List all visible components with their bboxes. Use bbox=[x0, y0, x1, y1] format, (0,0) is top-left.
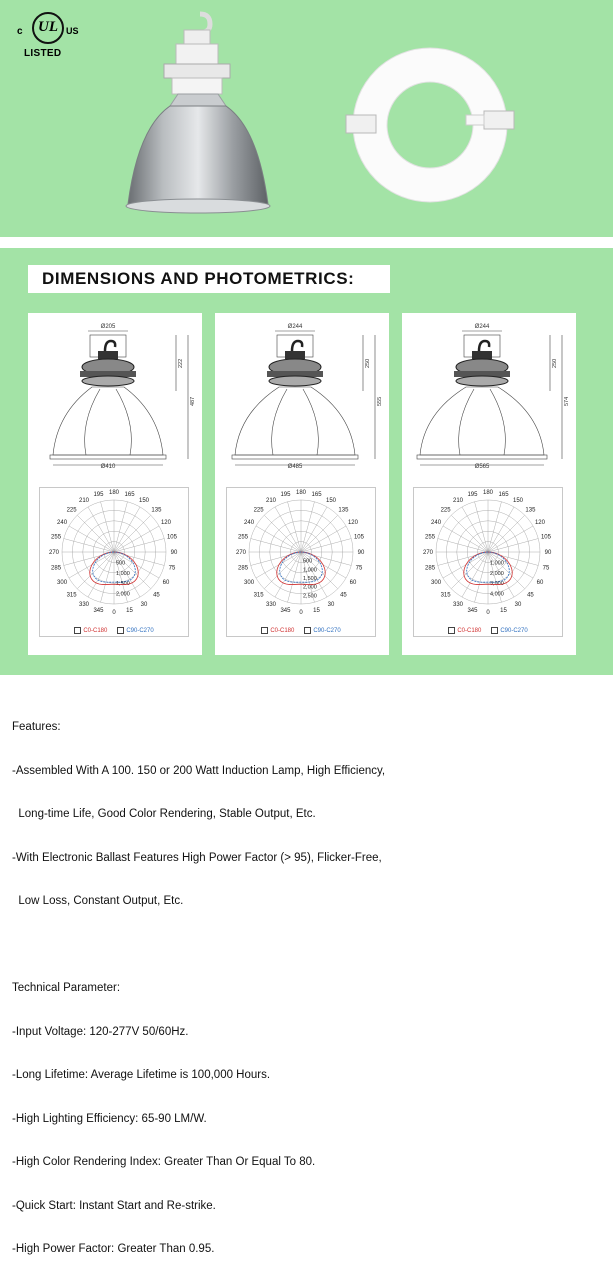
polar-angle-label: 120 bbox=[160, 520, 171, 526]
polar-angle-label: 345 bbox=[93, 607, 104, 614]
polar-spoke bbox=[288, 502, 301, 552]
polar-spoke bbox=[301, 526, 346, 552]
feature-line: Long-time Life, Good Color Rendering, Stable Output, Etc. bbox=[12, 808, 316, 820]
socket-block bbox=[472, 351, 492, 359]
polar-angle-label: 150 bbox=[325, 498, 337, 505]
polar-angle-label: 0 bbox=[299, 610, 303, 616]
polar-angle-label: 225 bbox=[66, 507, 77, 514]
polar-spoke bbox=[77, 515, 114, 552]
polar-angle-label: 165 bbox=[498, 492, 509, 499]
polar-angle-label: 240 bbox=[431, 520, 442, 526]
polar-spoke bbox=[475, 552, 488, 602]
polar-angle-label: 45 bbox=[340, 592, 347, 599]
chart-legend-3 bbox=[414, 627, 562, 634]
legend-check-icon bbox=[74, 627, 81, 634]
polar-angle-label: 330 bbox=[265, 601, 277, 608]
polar-angle-label: 195 bbox=[93, 492, 104, 499]
polar-angle-label: 345 bbox=[467, 607, 478, 614]
polar-spoke bbox=[451, 515, 488, 552]
polar-spoke bbox=[301, 515, 338, 552]
polar-angle-label: 15 bbox=[500, 607, 507, 614]
polar-radial-label: 1,000 bbox=[303, 567, 317, 574]
polar-radial-label: 2,000 bbox=[303, 584, 317, 591]
lamp-ring-bottom bbox=[456, 376, 508, 386]
lamp-height-label: 250 bbox=[365, 358, 371, 368]
polar-spoke bbox=[488, 539, 538, 552]
feature-line: -With Electronic Ballast Features High Power Factor (> 95), Flicker-Free, bbox=[12, 851, 382, 864]
lamp-height-label: 250 bbox=[552, 358, 558, 368]
polar-angle-label: 210 bbox=[265, 498, 277, 505]
polar-angle-label: 60 bbox=[162, 580, 170, 586]
technical-line: -Long Lifetime: Average Lifetime is 100,000 Hours. bbox=[12, 1069, 271, 1081]
ul-listed-text: LISTED bbox=[24, 48, 62, 59]
polar-angle-label: 225 bbox=[253, 507, 264, 514]
polar-spoke bbox=[114, 539, 164, 552]
polar-angle-label: 135 bbox=[338, 507, 349, 514]
polar-angle-label: 75 bbox=[168, 565, 176, 572]
polar-angle-label: 300 bbox=[431, 580, 442, 586]
polar-spoke bbox=[488, 502, 501, 552]
reflector-shading-line bbox=[490, 389, 505, 455]
bottom-diameter-label: Ø410 bbox=[100, 464, 116, 470]
polar-spoke bbox=[88, 552, 114, 597]
polar-spoke bbox=[64, 552, 114, 565]
polar-angle-label: 45 bbox=[527, 592, 534, 599]
features-text-block bbox=[12, 691, 385, 1271]
polar-angle-label: 285 bbox=[425, 565, 436, 572]
polar-angle-label: 180 bbox=[295, 490, 307, 496]
polar-spoke bbox=[288, 552, 301, 602]
variant-card-2 bbox=[215, 313, 389, 655]
polar-spoke bbox=[438, 552, 488, 565]
polar-spoke bbox=[438, 539, 488, 552]
polar-spoke bbox=[251, 539, 301, 552]
ul-us-mark: US bbox=[66, 26, 79, 36]
polar-angle-label: 90 bbox=[544, 550, 552, 556]
polar-angle-label: 45 bbox=[153, 592, 160, 599]
polar-spoke bbox=[114, 502, 127, 552]
bottom-diameter-label: Ø565 bbox=[474, 464, 490, 470]
polar-diagram-3 bbox=[414, 488, 562, 626]
technical-line: -Input Voltage: 120-277V 50/60Hz. bbox=[12, 1025, 189, 1038]
polar-angle-label: 330 bbox=[78, 601, 90, 608]
polar-spoke bbox=[101, 502, 114, 552]
reflector-outline bbox=[420, 387, 544, 455]
polar-radial-label: 500 bbox=[303, 558, 313, 565]
polar-spoke bbox=[488, 507, 514, 552]
legend-check-icon bbox=[448, 627, 455, 634]
reflector-rim bbox=[232, 455, 358, 459]
lamp-ring-bottom bbox=[269, 376, 321, 386]
reflector-outline bbox=[235, 387, 355, 455]
feature-line: Low Loss, Constant Output, Etc. bbox=[12, 895, 184, 907]
legend-check-icon bbox=[491, 627, 498, 634]
polar-radial-label: 1,500 bbox=[303, 576, 317, 582]
polar-angle-label: 180 bbox=[108, 490, 120, 496]
polar-angle-label: 105 bbox=[166, 534, 177, 541]
polar-angle-label: 315 bbox=[253, 592, 264, 599]
reflector-outline bbox=[53, 387, 163, 455]
polar-spoke bbox=[488, 515, 525, 552]
polar-radial-label: 4,000 bbox=[490, 591, 504, 598]
polar-diagram-1 bbox=[40, 488, 188, 626]
dimension-drawing-3 bbox=[402, 313, 576, 473]
reflector-shading-line bbox=[303, 389, 318, 455]
polar-angle-label: 300 bbox=[57, 580, 68, 586]
chart-legend-1 bbox=[40, 627, 188, 634]
reflector-shading-line bbox=[116, 389, 131, 455]
variant-card-1 bbox=[28, 313, 202, 655]
polar-angle-label: 135 bbox=[525, 507, 536, 514]
polar-angle-label: 210 bbox=[452, 498, 464, 505]
polar-spoke bbox=[275, 552, 301, 597]
polar-angle-label: 285 bbox=[238, 565, 249, 572]
feature-line: -Assembled With A 100. 150 or 200 Watt Induction Lamp, High Efficiency, bbox=[12, 764, 386, 777]
polar-spoke bbox=[264, 552, 301, 589]
polar-angle-label: 240 bbox=[244, 520, 255, 526]
polar-angle-label: 90 bbox=[357, 550, 365, 556]
polar-angle-label: 90 bbox=[170, 550, 178, 556]
polar-spoke bbox=[114, 507, 140, 552]
polar-angle-label: 60 bbox=[536, 580, 544, 586]
polar-angle-label: 75 bbox=[355, 565, 363, 572]
polar-angle-label: 255 bbox=[238, 534, 249, 541]
polar-angle-label: 315 bbox=[440, 592, 451, 599]
lamp-ring-bottom bbox=[82, 376, 134, 386]
polar-angle-label: 210 bbox=[78, 498, 90, 505]
polar-angle-label: 30 bbox=[327, 601, 335, 608]
polar-angle-label: 15 bbox=[126, 607, 133, 614]
polar-radial-label: 1,000 bbox=[490, 560, 504, 567]
polar-angle-label: 195 bbox=[280, 492, 291, 499]
polar-angle-label: 345 bbox=[280, 607, 291, 614]
technical-line: -High Power Factor: Greater Than 0.95. bbox=[12, 1243, 215, 1255]
total-height-label: 487 bbox=[190, 396, 196, 406]
polar-angle-label: 165 bbox=[311, 492, 322, 499]
polar-angle-label: 105 bbox=[353, 534, 364, 541]
polar-radial-label: 500 bbox=[116, 560, 126, 567]
polar-spoke bbox=[301, 539, 351, 552]
polar-angle-label: 30 bbox=[140, 601, 148, 608]
polar-angle-label: 0 bbox=[486, 610, 490, 616]
polar-radial-label: 2,000 bbox=[490, 570, 504, 577]
polar-angle-label: 105 bbox=[540, 534, 551, 541]
bottom-diameter-label: Ø485 bbox=[287, 464, 303, 470]
polar-spoke bbox=[488, 526, 533, 552]
legend-check-icon bbox=[304, 627, 311, 634]
top-diameter-label: Ø205 bbox=[100, 324, 116, 330]
polar-angle-label: 180 bbox=[482, 490, 494, 496]
photometric-chart-3 bbox=[413, 487, 563, 637]
legend-c0-c180: C0-C180 bbox=[448, 627, 481, 634]
lamp-height-label: 222 bbox=[178, 358, 184, 368]
polar-angle-label: 75 bbox=[542, 565, 550, 572]
variant-card-3 bbox=[402, 313, 576, 655]
legend-check-icon bbox=[261, 627, 268, 634]
polar-spoke bbox=[114, 515, 151, 552]
section-title: DIMENSIONS AND PHOTOMETRICS: bbox=[28, 265, 390, 293]
polar-spoke bbox=[275, 507, 301, 552]
polar-angle-label: 240 bbox=[57, 520, 68, 526]
polar-spoke bbox=[264, 515, 301, 552]
polar-angle-label: 150 bbox=[512, 498, 524, 505]
spacer bbox=[12, 938, 385, 953]
dimension-drawing-1 bbox=[28, 313, 202, 473]
polar-radial-label: 1,000 bbox=[116, 570, 130, 577]
ul-circle-mark: UL bbox=[32, 12, 64, 44]
hook-icon bbox=[292, 341, 302, 351]
polar-angle-label: 15 bbox=[313, 607, 320, 614]
polar-radial-label: 1,500 bbox=[116, 581, 130, 588]
polar-spoke bbox=[462, 507, 488, 552]
polar-angle-label: 285 bbox=[51, 565, 62, 572]
technical-line: -High Color Rendering Index: Greater Than Or Equal To 80. bbox=[12, 1156, 316, 1168]
polar-angle-label: 255 bbox=[425, 534, 436, 541]
polar-angle-label: 120 bbox=[534, 520, 545, 526]
induction-lamp-photo bbox=[340, 45, 520, 210]
polar-spoke bbox=[64, 539, 114, 552]
photometric-chart-2 bbox=[226, 487, 376, 637]
polar-spoke bbox=[77, 552, 114, 589]
polar-angle-label: 150 bbox=[138, 498, 150, 505]
polar-spoke bbox=[462, 552, 488, 597]
polar-spoke bbox=[114, 526, 159, 552]
polar-angle-label: 270 bbox=[235, 550, 247, 556]
polar-angle-label: 270 bbox=[422, 550, 434, 556]
polar-angle-label: 255 bbox=[51, 534, 62, 541]
technical-line: -Quick Start: Instant Start and Re-strike. bbox=[12, 1199, 216, 1212]
polar-radial-label: 3,000 bbox=[490, 581, 504, 588]
top-diameter-label: Ø244 bbox=[474, 324, 490, 330]
polar-radial-label: 2,500 bbox=[303, 593, 317, 600]
legend-check-icon bbox=[117, 627, 124, 634]
polar-angle-label: 0 bbox=[112, 610, 116, 616]
polar-angle-label: 270 bbox=[48, 550, 60, 556]
photometric-chart-1 bbox=[39, 487, 189, 637]
features-heading: Features: bbox=[12, 721, 61, 733]
dimension-drawing-2 bbox=[215, 313, 389, 473]
polar-spoke bbox=[251, 552, 301, 565]
total-height-label: 574 bbox=[564, 396, 570, 406]
polar-diagram-2 bbox=[227, 488, 375, 626]
polar-angle-label: 30 bbox=[514, 601, 522, 608]
reflector-shading-line bbox=[459, 389, 474, 455]
chart-legend-2 bbox=[227, 627, 375, 634]
polar-angle-label: 315 bbox=[66, 592, 77, 599]
legend-c90-c270: C90-C270 bbox=[491, 627, 527, 634]
hook-icon bbox=[479, 341, 489, 351]
polar-angle-label: 120 bbox=[347, 520, 358, 526]
technical-line: -High Lighting Efficiency: 65-90 LM/W. bbox=[12, 1112, 207, 1125]
polar-angle-label: 195 bbox=[467, 492, 478, 499]
polar-spoke bbox=[69, 526, 114, 552]
reflector-rim bbox=[50, 455, 166, 459]
polar-spoke bbox=[301, 507, 327, 552]
technical-heading: Technical Parameter: bbox=[12, 982, 121, 994]
polar-spoke bbox=[443, 526, 488, 552]
legend-c90-c270: C90-C270 bbox=[304, 627, 340, 634]
polar-spoke bbox=[475, 502, 488, 552]
legend-c0-c180: C0-C180 bbox=[261, 627, 294, 634]
polar-angle-label: 60 bbox=[349, 580, 357, 586]
product-photo-panel bbox=[0, 0, 613, 237]
polar-spoke bbox=[256, 526, 301, 552]
total-height-label: 555 bbox=[377, 396, 383, 406]
legend-c90-c270: C90-C270 bbox=[117, 627, 153, 634]
polar-spoke bbox=[101, 552, 114, 602]
polar-angle-label: 165 bbox=[124, 492, 135, 499]
legend-c0-c180: C0-C180 bbox=[74, 627, 107, 634]
polar-spoke bbox=[451, 552, 488, 589]
polar-angle-label: 225 bbox=[440, 507, 451, 514]
polar-angle-label: 330 bbox=[452, 601, 464, 608]
polar-spoke bbox=[88, 507, 114, 552]
polar-radial-label: 2,000 bbox=[116, 591, 130, 598]
polar-angle-label: 300 bbox=[244, 580, 255, 586]
ul-listed-logo bbox=[14, 12, 82, 64]
hook-icon bbox=[105, 341, 115, 351]
reflector-shading-line bbox=[272, 389, 287, 455]
reflector-rim bbox=[417, 455, 547, 459]
polar-spoke bbox=[301, 502, 314, 552]
ul-c-mark: c bbox=[17, 26, 23, 37]
top-diameter-label: Ø244 bbox=[287, 324, 303, 330]
socket-block bbox=[98, 351, 118, 359]
high-bay-fixture-photo bbox=[118, 8, 278, 223]
socket-block bbox=[285, 351, 305, 359]
polar-angle-label: 135 bbox=[151, 507, 162, 514]
reflector-shading-line bbox=[85, 389, 100, 455]
